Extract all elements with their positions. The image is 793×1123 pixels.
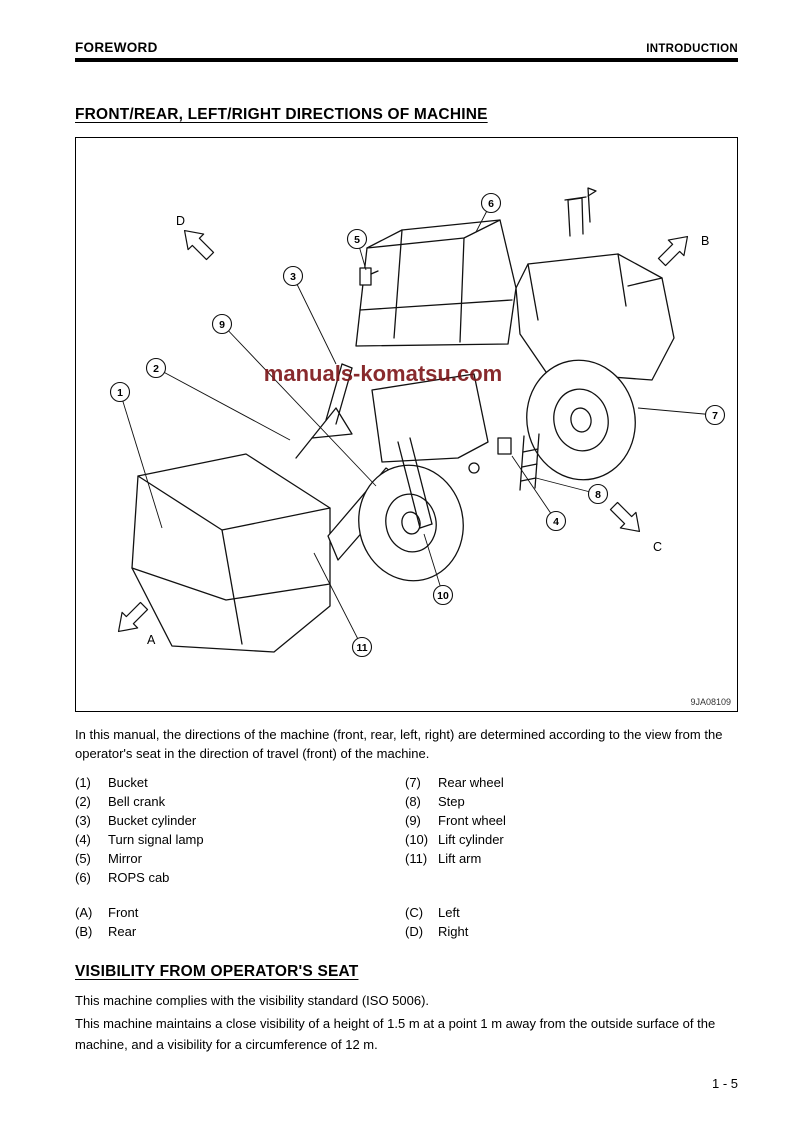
part-num: (3) — [75, 812, 91, 828]
svg-text:6: 6 — [488, 197, 494, 210]
direction-num: (B) — [75, 923, 93, 939]
part-label: ROPS cab — [108, 869, 170, 885]
direction-num: (A) — [75, 904, 93, 920]
front-wheel-shape — [348, 455, 474, 590]
svg-text:D: D — [176, 213, 186, 228]
part-num: (10) — [405, 831, 429, 847]
page-number: 1 - 5 — [711, 1076, 738, 1091]
direction-row — [405, 903, 468, 922]
part-row — [405, 849, 506, 868]
turn-signal-shape — [498, 438, 511, 454]
bucket-shape — [132, 454, 330, 652]
svg-text:5: 5 — [354, 233, 360, 246]
parts-legend — [75, 773, 738, 887]
svg-text:10: 10 — [437, 589, 449, 602]
svg-text:3: 3 — [290, 270, 296, 283]
directions-intro-paragraph: In this manual, the directions of the machine (front, rear, left, right) are determined according to the view from the operator's seat in the direction of travel (front) of the machine. — [75, 726, 723, 761]
visibility-line-1: This machine complies with the visibility standard (ISO 5006). — [75, 992, 430, 1008]
directions-section-title: FRONT/REAR, LEFT/RIGHT DIRECTIONS OF MACHINE — [75, 105, 488, 123]
callout-8 — [536, 478, 608, 504]
parts-column-left — [75, 773, 405, 887]
part-num: (7) — [405, 774, 421, 790]
watermark: manuals-komatsu.com — [263, 360, 503, 386]
direction-arrow-d — [176, 214, 218, 264]
cab-shape — [356, 220, 516, 346]
part-num: (11) — [405, 850, 428, 866]
part-row — [405, 792, 506, 811]
header-foreword: FOREWORD — [75, 40, 158, 55]
svg-text:8: 8 — [595, 488, 601, 501]
part-label: Bucket — [108, 774, 148, 790]
direction-arrow-b — [654, 228, 709, 269]
svg-text:B: B — [701, 233, 710, 248]
header-introduction: INTRODUCTION — [646, 43, 738, 55]
part-label: Mirror — [108, 850, 142, 866]
part-row — [405, 773, 506, 792]
direction-num: (C) — [405, 904, 424, 920]
part-num: (5) — [75, 850, 91, 866]
direction-key-left — [75, 903, 405, 941]
part-label: Bucket cylinder — [108, 812, 197, 828]
direction-arrow-a — [111, 598, 156, 647]
svg-text:4: 4 — [553, 515, 559, 528]
callout-3 — [284, 266, 337, 364]
callout-7 — [638, 405, 725, 424]
visibility-line-2: This machine maintains a close visibility of a height of 1.5 m at a point 1 m away from the outside surface of the machine, and a visibility for a circumference of 12 m. — [75, 1015, 716, 1052]
callout-5 — [348, 229, 367, 270]
machine-figure — [75, 137, 738, 712]
svg-text:A: A — [147, 632, 156, 647]
part-num: (2) — [75, 793, 91, 809]
part-label: Turn signal lamp — [108, 831, 204, 847]
part-num: (9) — [405, 812, 421, 828]
part-label: Front wheel — [438, 812, 506, 828]
part-row — [405, 830, 506, 849]
manual-page — [75, 0, 738, 1055]
part-label: Lift arm — [438, 850, 482, 866]
bell-crank-shape — [312, 408, 352, 438]
part-num: (8) — [405, 793, 421, 809]
figure-code: 9JA08109 — [690, 696, 731, 707]
direction-row — [405, 922, 468, 941]
svg-text:1: 1 — [117, 386, 123, 399]
part-row — [75, 773, 405, 792]
header-rule — [75, 58, 738, 62]
part-row — [75, 792, 405, 811]
direction-arrow-c — [606, 498, 662, 554]
part-label: Lift cylinder — [438, 831, 504, 847]
visibility-section-title: VISIBILITY FROM OPERATOR'S SEAT — [75, 962, 359, 980]
svg-text:9: 9 — [219, 318, 225, 331]
page-header — [75, 0, 738, 55]
direction-num: (D) — [405, 923, 424, 939]
direction-row — [75, 903, 405, 922]
part-row — [405, 811, 506, 830]
exhaust-shape — [565, 188, 596, 236]
machine-drawing — [132, 188, 674, 652]
rear-body-shape — [516, 254, 674, 380]
svg-text:7: 7 — [712, 409, 718, 422]
svg-text:11: 11 — [356, 641, 368, 654]
part-row — [75, 849, 405, 868]
direction-label: Right — [438, 923, 469, 939]
part-label: Bell crank — [108, 793, 166, 809]
svg-text:C: C — [653, 539, 663, 554]
direction-key-right — [405, 903, 468, 941]
parts-column-right — [405, 773, 506, 887]
part-row — [75, 868, 405, 887]
direction-row — [75, 922, 405, 941]
part-num: (4) — [75, 831, 91, 847]
part-row — [75, 811, 405, 830]
part-row — [75, 830, 405, 849]
direction-key-legend — [75, 903, 738, 941]
part-label: Rear wheel — [438, 774, 504, 790]
direction-label: Left — [438, 904, 460, 920]
part-num: (1) — [75, 774, 91, 790]
direction-label: Front — [108, 904, 139, 920]
wheel-loader-diagram — [76, 138, 737, 711]
part-num: (6) — [75, 869, 91, 885]
svg-text:2: 2 — [153, 362, 159, 375]
direction-label: Rear — [108, 923, 137, 939]
part-label: Step — [438, 793, 465, 809]
front-frame-shape — [372, 374, 488, 473]
